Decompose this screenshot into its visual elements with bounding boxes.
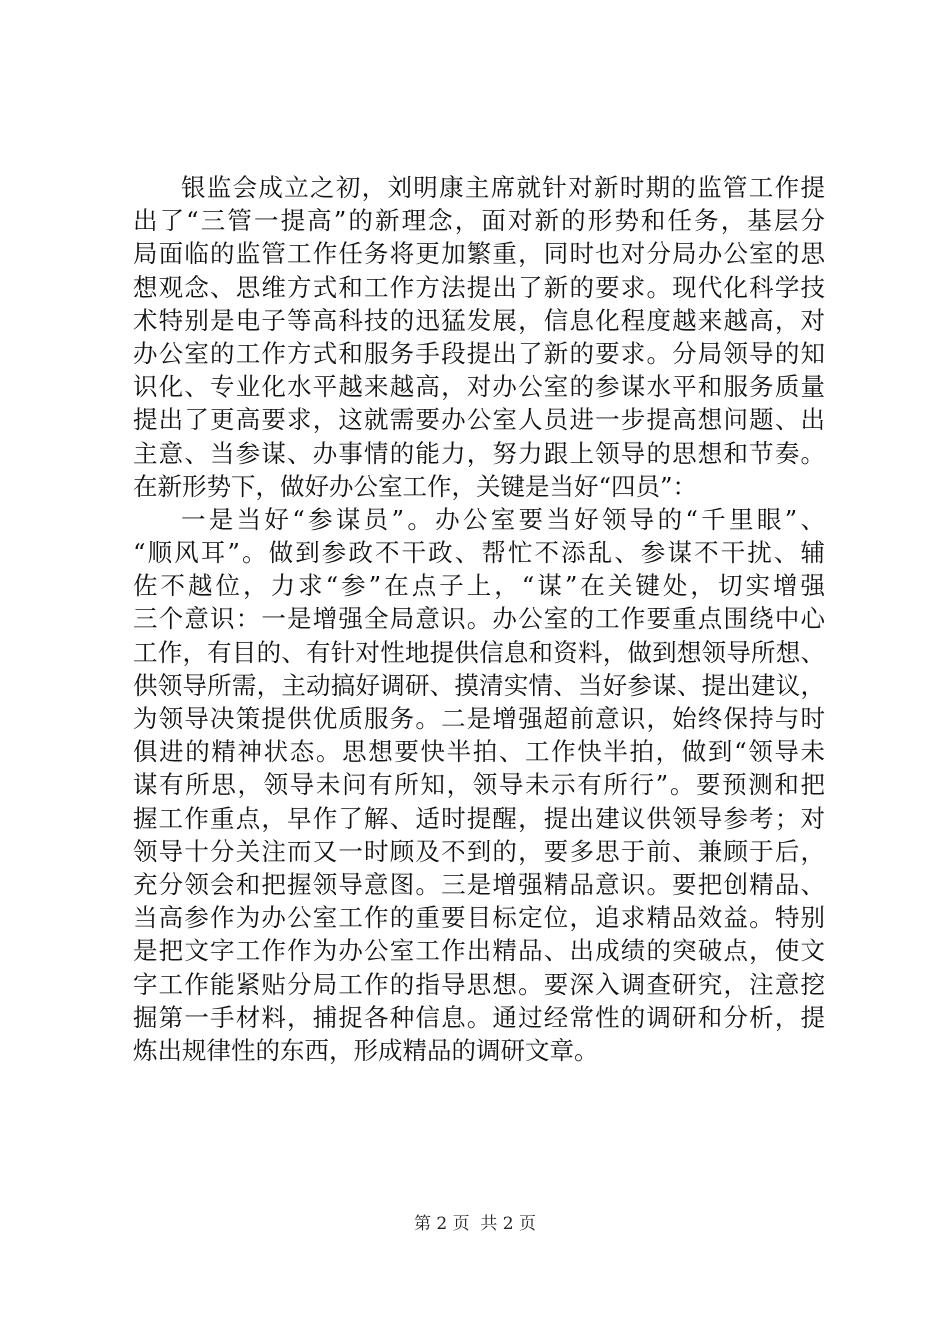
text-line: 握工作重点，早作了解、适时提醒，提出建议供领导参考；对 bbox=[133, 803, 825, 833]
text-line: “顺风耳”。做到参政不干政、帮忙不添乱、参谋不干扰、辅 bbox=[133, 538, 825, 568]
text-line: 当高参作为办公室工作的重要目标定位，追求精品效益。特别 bbox=[133, 903, 825, 933]
text-line: 掘第一手材料，捕捉各种信息。通过经常性的调研和分析，提 bbox=[133, 1002, 825, 1032]
text-line: 炼出规律性的东西，形成精品的调研文章。 bbox=[133, 1035, 599, 1065]
text-line: 佐不越位，力求“参”在点子上，“谋”在关键处，切实增强 bbox=[133, 571, 825, 601]
text-line: 三个意识：一是增强全局意识。办公室的工作要重点围绕中心 bbox=[133, 604, 825, 634]
text-line: 在新形势下，做好办公室工作，关键是当好“四员”： bbox=[133, 471, 698, 501]
text-line: 一是当好“参谋员”。办公室要当好领导的“千里眼”、 bbox=[181, 504, 825, 534]
text-line: 领导十分关注而又一时顾及不到的，要多思于前、兼顾于后， bbox=[133, 836, 825, 866]
text-line: 工作，有目的、有针对性地提供信息和资料，做到想领导所想、 bbox=[133, 637, 825, 667]
text-line: 银监会成立之初，刘明康主席就针对新时期的监管工作提 bbox=[181, 173, 825, 202]
paragraph-1 bbox=[133, 171, 825, 503]
text-line: 主意、当参谋、办事情的能力，努力跟上领导的思想和节奏。 bbox=[133, 438, 825, 468]
text-line: 谋有所思，领导未问有所知，领导未示有所行”。要预测和把 bbox=[133, 770, 825, 800]
text-line: 识化、专业化水平越来越高，对办公室的参谋水平和服务质量 bbox=[133, 372, 825, 402]
text-line: 充分领会和把握领导意图。三是增强精品意识。要把创精品、 bbox=[133, 869, 825, 899]
text-line: 提出了更高要求，这就需要办公室人员进一步提高想问题、出 bbox=[133, 405, 825, 435]
text-line: 字工作能紧贴分局工作的指导思想。要深入调查研究，注意挖 bbox=[133, 969, 825, 999]
text-line: 供领导所需，主动搞好调研、摸清实情、当好参谋、提出建议， bbox=[133, 670, 825, 700]
text-line: 出了“三管一提高”的新理念，面对新的形势和任务，基层分 bbox=[133, 206, 825, 236]
text-line: 办公室的工作方式和服务手段提出了新的要求。分局领导的知 bbox=[133, 338, 825, 368]
text-line: 是把文字工作作为办公室工作出精品、出成绩的突破点，使文 bbox=[133, 936, 825, 966]
text-line: 俱进的精神状态。思想要快半拍、工作快半拍，做到“领导未 bbox=[133, 737, 825, 767]
paragraph-2 bbox=[133, 503, 825, 1067]
page-number: 第 2 页 共 2 页 bbox=[413, 1214, 537, 1234]
text-line: 术特别是电子等高科技的迅猛发展，信息化程度越来越高，对 bbox=[133, 305, 825, 335]
text-line: 局面临的监管工作任务将更加繁重，同时也对分局办公室的思 bbox=[133, 239, 825, 269]
body-text bbox=[133, 171, 825, 1067]
page-footer bbox=[0, 1212, 950, 1236]
text-line: 为领导决策提供优质服务。二是增强超前意识，始终保持与时 bbox=[133, 704, 825, 733]
text-line: 想观念、思维方式和工作方法提出了新的要求。现代化科学技 bbox=[133, 272, 825, 302]
